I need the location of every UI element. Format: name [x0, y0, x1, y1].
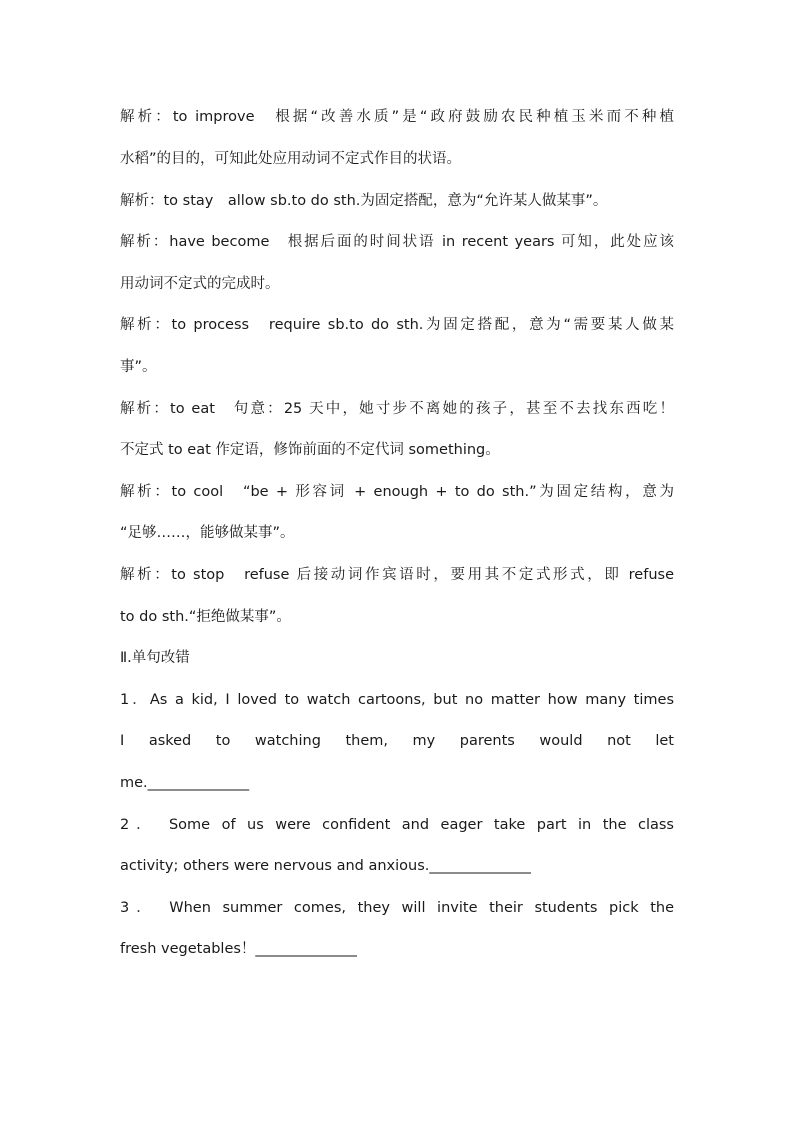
analysis-7-line-2: to do sth.“拒绝做某事”。: [120, 609, 291, 625]
analysis-4-line-2: 事”。: [120, 359, 157, 375]
question-1-line-1: 1．As a kid, I loved to watch cartoons, but no matter how many times: [120, 692, 674, 708]
analysis-1-line-1: 解析：to improve 根据“改善水质”是“政府鼓励农民种植玉米而不种植: [120, 109, 674, 125]
analysis-3-line-1: 解析：have become 根据后面的时间状语 in recent years 可知，此处应该: [120, 234, 674, 250]
section-title: Ⅱ.单句改错: [120, 650, 190, 666]
analysis-6-line-2: “足够……，能够做某事”。: [120, 525, 295, 541]
question-3-line-1: 3． When summer comes, they will invite their students pick the: [120, 900, 674, 916]
analysis-1-line-2: 水稻”的目的，可知此处应用动词不定式作目的状语。: [120, 151, 462, 167]
question-1-line-3: me.______________: [120, 775, 250, 791]
question-3-line-2: fresh vegetables！______________: [120, 941, 357, 957]
analysis-6-line-1: 解析：to cool “be + 形容词 + enough + to do sth.”为固定结构，意为: [120, 484, 674, 500]
question-2-line-2: activity; others were nervous and anxious.______________: [120, 858, 531, 874]
analysis-7-line-1: 解析：to stop refuse 后接动词作宾语时，要用其不定式形式，即 refuse: [120, 567, 674, 583]
question-2-line-1: 2． Some of us were confident and eager take part in the class: [120, 817, 674, 833]
question-1-line-2: I asked to watching them, my parents would not let: [120, 733, 674, 749]
analysis-5-line-2: 不定式 to eat 作定语，修饰前面的不定代词 something。: [120, 442, 500, 458]
analysis-3-line-2: 用动词不定式的完成时。: [120, 276, 280, 292]
analysis-4-line-1: 解析：to process require sb.to do sth.为固定搭配，意为“需要某人做某: [120, 317, 674, 333]
analysis-5-line-1: 解析：to eat 句意：25 天中，她寸步不离她的孩子，甚至不去找东西吃！: [120, 401, 674, 417]
analysis-2-line-1: 解析：to stay allow sb.to do sth.为固定搭配，意为“允许某人做某事”。: [120, 193, 608, 209]
